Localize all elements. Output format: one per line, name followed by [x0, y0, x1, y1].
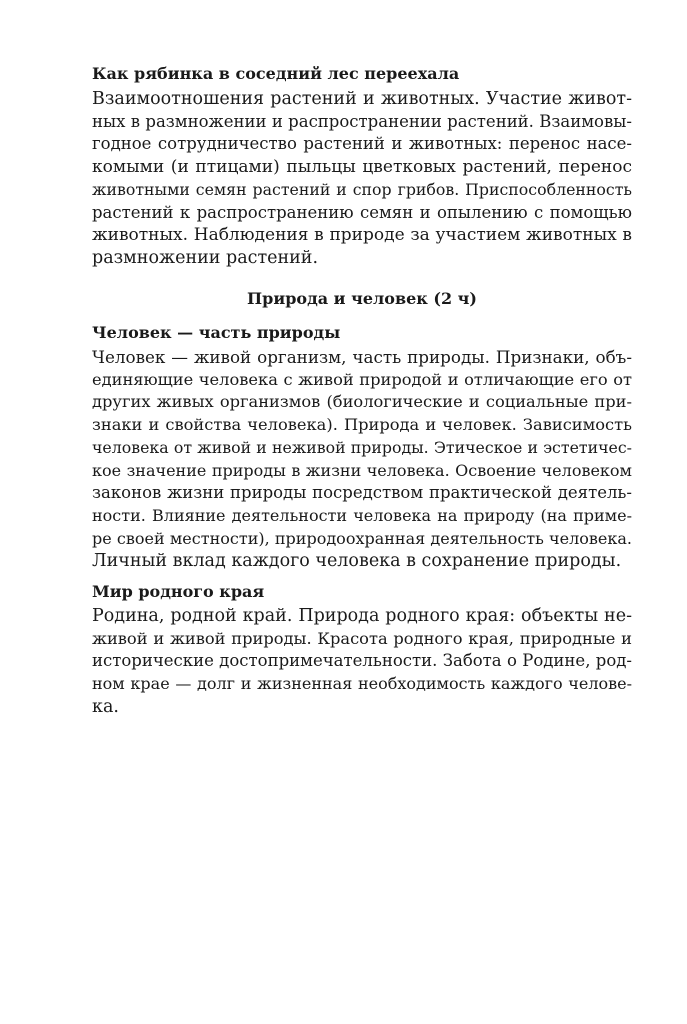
- text-line: ности. Влияние деятельности человека на природу (на приме-: [92, 505, 632, 525]
- text-line: ка.: [92, 696, 119, 717]
- text-line: годное сотрудничество растений и животных: перенос насе-: [92, 134, 632, 154]
- text-line: знаки и свойства человека). Природа и человек. Зависимость: [92, 415, 632, 435]
- text-line: животных. Наблюдения в природе за участием животных в: [92, 225, 632, 246]
- section-heading-native-land: Мир родного края: [92, 582, 265, 601]
- text-line: живой и живой природы. Красота родного края, природные и: [92, 628, 632, 648]
- text-line: размножении растений.: [92, 247, 319, 268]
- section-body-human: [92, 346, 632, 573]
- text-line: Человек — живой организм, часть природы. Признаки, объ-: [92, 347, 632, 367]
- text-line: животными семян растений и спор грибов. Приспособленность: [92, 179, 632, 199]
- section-heading-human: Человек — часть природы: [92, 323, 341, 342]
- chapter-title: Природа и человек (2 ч): [247, 289, 477, 308]
- text-line: растений к распространению семян и опылению с помощью: [92, 202, 632, 222]
- text-line: кое значение природы в жизни человека. Освоение человеком: [92, 460, 632, 480]
- text-line: исторические достопримечательности. Забота о Родине, род-: [92, 651, 632, 671]
- text-line: других живых организмов (биологические и социальные при-: [92, 392, 632, 412]
- text-line: ре своей местности), природоохранная деятельность человека.: [92, 528, 632, 548]
- text-line: единяющие человека с живой природой и отличающие его от: [92, 369, 632, 389]
- text-line: Личный вклад каждого человека в сохранение природы.: [92, 551, 622, 572]
- text-line: человека от живой и неживой природы. Этическое и эстетичес-: [92, 437, 632, 457]
- text-line: комыми (и птицами) пыльцы цветковых растений, перенос: [92, 157, 632, 178]
- text-line: Родина, родной край. Природа родного края: объекты не-: [92, 606, 632, 626]
- section-body-native-land: [92, 605, 632, 719]
- text-line: ном крае — долг и жизненная необходимость каждого челове-: [92, 674, 632, 694]
- section-body-rowan: [92, 88, 632, 270]
- text-line: ных в размножении и распространении растений. Взаимовы-: [92, 111, 632, 131]
- section-heading-rowan: Как рябинка в соседний лес переехала: [92, 64, 460, 83]
- text-line: Взаимоотношения растений и животных. Участие живот-: [92, 89, 632, 109]
- text-line: законов жизни природы посредством практической деятель-: [92, 483, 632, 503]
